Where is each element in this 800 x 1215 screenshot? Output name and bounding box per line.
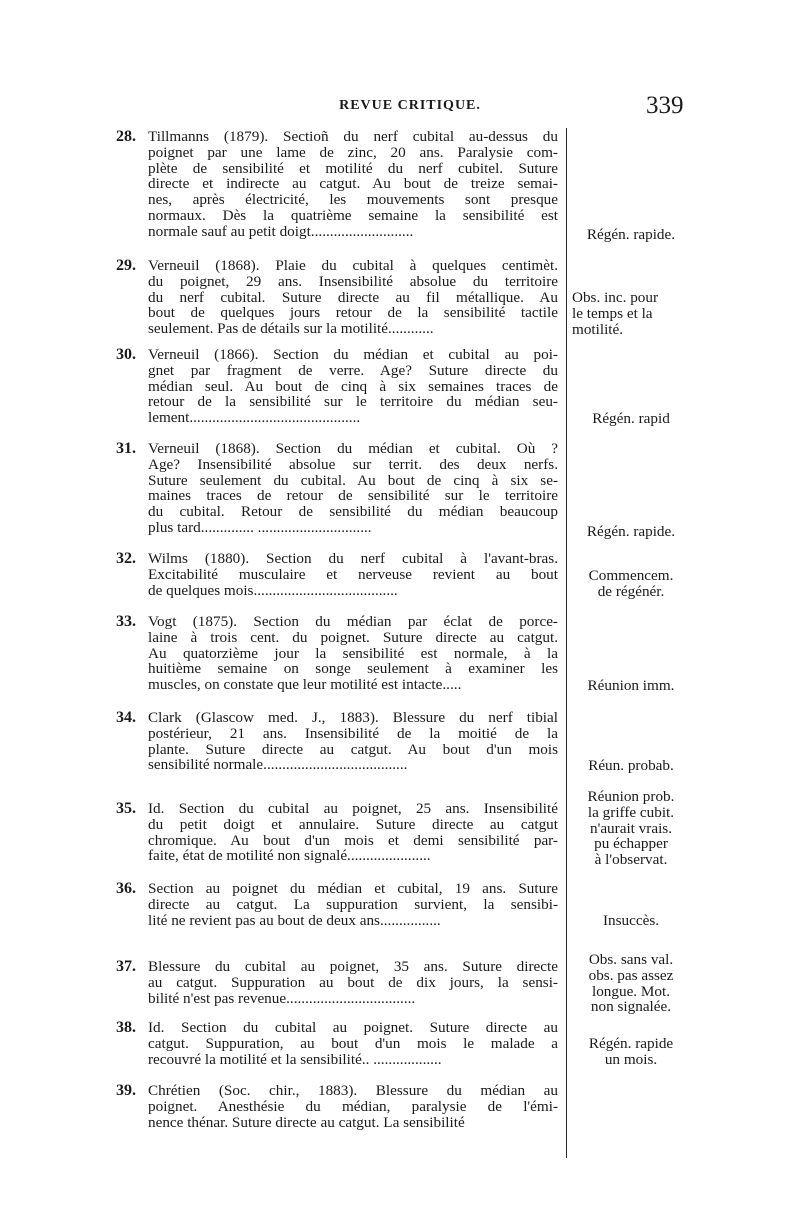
margin-note bbox=[572, 678, 690, 694]
running-title: REVUE CRITIQUE. bbox=[339, 98, 481, 113]
case-number: 34. bbox=[116, 709, 136, 726]
case-text bbox=[148, 347, 558, 426]
margin-note-line: pu échapper bbox=[594, 835, 668, 853]
case-text-line: Blessure du cubital au poignet, 35 ans. Suture directe bbox=[148, 959, 558, 975]
margin-note-line: motilité. bbox=[572, 320, 624, 338]
case-text-line: postérieur, 21 ans. Insensibilité de la moitié de la bbox=[148, 725, 558, 742]
case-text-line: Section au poignet du médian et cubital, 19 ans. Suture bbox=[148, 881, 558, 897]
margin-note-line: Régén. rapid bbox=[592, 410, 670, 427]
case-text-line: plète de sensibilité et motilité du nerf cubitel. Suture bbox=[148, 160, 558, 177]
case-text-line: seulement. Pas de détails sur la motilité............ bbox=[148, 321, 434, 337]
case-text-line: Id. Section du cubital au poignet, 25 ans. Insensibilité bbox=[148, 801, 558, 817]
case-text-line: au catgut. Suppuration au bout de dix jours, la sensi- bbox=[148, 974, 558, 991]
case-text-line: médian seul. Au bout de cinq à six semaines traces de bbox=[148, 378, 558, 395]
case-text-line: plante. Suture directe au catgut. Au bout d'un mois bbox=[148, 741, 558, 758]
case-text-line: Suture seulement du cubital. Au bout de cinq à six se- bbox=[148, 472, 558, 489]
case-text-line: muscles, on constate que leur motilité est intacte..... bbox=[148, 677, 462, 693]
case-text-line: poignet par une lame de zinc, 20 ans. Paralysie com- bbox=[148, 144, 558, 161]
margin-note bbox=[572, 758, 690, 774]
margin-note-line: Régén. rapide. bbox=[586, 226, 676, 243]
case-text-line: du poignet, 29 ans. Insensibilité absolue du territoire bbox=[148, 273, 558, 290]
case-text bbox=[148, 551, 558, 598]
case-text-line: Verneuil (1868). Plaie du cubital à quelques centimèt. bbox=[148, 258, 558, 274]
case-text-line: plus tard.............. .............................. bbox=[148, 519, 372, 536]
case-text bbox=[148, 1083, 558, 1130]
case-number: 37. bbox=[116, 958, 136, 975]
case-text-line: du cubital. Retour de sensibilité du médian beaucoup bbox=[148, 504, 558, 520]
margin-note-line: Obs. inc. pour bbox=[572, 289, 659, 306]
case-number: 38. bbox=[116, 1019, 136, 1036]
margin-note-line: un mois. bbox=[604, 1050, 658, 1068]
margin-note bbox=[572, 524, 690, 540]
case-text-line: du petit doigt et annulaire. Suture directe au catgut bbox=[148, 816, 558, 833]
margin-note bbox=[572, 290, 690, 337]
margin-note bbox=[572, 227, 690, 243]
case-text bbox=[148, 881, 558, 928]
margin-note-line: longue. Mot. bbox=[591, 982, 671, 1000]
case-text-line: poignet. Anesthésie du médian, paralysie de l'émi- bbox=[148, 1098, 558, 1115]
case-text-line: nence thénar. Suture directe au catgut. La sensibilité bbox=[148, 1114, 465, 1131]
case-number: 30. bbox=[116, 346, 136, 363]
case-number: 31. bbox=[116, 440, 136, 457]
case-text-line: faite, état de motilité non signalé...................... bbox=[148, 848, 431, 865]
case-text bbox=[148, 258, 558, 337]
page-number: 339 bbox=[646, 92, 684, 119]
case-number: 33. bbox=[116, 613, 136, 630]
case-text-line: retour de la sensibilité sur le territoire du médian seu- bbox=[148, 394, 558, 411]
case-number: 32. bbox=[116, 550, 136, 567]
margin-note-line: Régén. rapide bbox=[588, 1035, 674, 1052]
case-number: 39. bbox=[116, 1082, 136, 1099]
margin-note bbox=[572, 952, 690, 1015]
case-text-line: bilité n'est pas revenue.................................. bbox=[148, 990, 416, 1007]
case-text-line: lité ne revient pas au bout de deux ans................ bbox=[148, 912, 441, 929]
case-text-line: chromique. Au bout d'un mois et demi sensibilité par- bbox=[148, 832, 558, 849]
case-text-line: sensibilité normale...................................... bbox=[148, 757, 408, 774]
case-text-line: maines traces de retour de sensibilité sur le territoire bbox=[148, 488, 558, 505]
margin-note-line: Réunion imm. bbox=[587, 677, 675, 694]
case-text-line: Verneuil (1866). Section du médian et cubital au poi- bbox=[148, 347, 558, 363]
case-text bbox=[148, 441, 558, 536]
case-text-line: gnet par fragment de verre. Age? Suture directe du bbox=[148, 362, 558, 379]
margin-note-line: Obs. sans val. bbox=[588, 951, 674, 968]
case-number: 35. bbox=[116, 800, 136, 817]
case-text-line: Wilms (1880). Section du nerf cubital à l'avant-bras. bbox=[148, 551, 558, 567]
margin-note-line: le temps et la bbox=[572, 304, 653, 322]
margin-note-line: Réun. probab. bbox=[588, 757, 674, 774]
case-text-line: Vogt (1875). Section du médian par éclat de porce- bbox=[148, 614, 558, 630]
margin-note bbox=[572, 1036, 690, 1068]
margin-note-line: obs. pas assez bbox=[588, 966, 674, 984]
margin-note-line: non signalée. bbox=[590, 998, 672, 1016]
margin-note-line: Insuccès. bbox=[602, 912, 660, 929]
margin-note-line: Régén. rapide. bbox=[586, 523, 676, 540]
margin-note-line: n'aurait vrais. bbox=[589, 819, 673, 837]
margin-note bbox=[572, 411, 690, 427]
case-text bbox=[148, 1020, 558, 1067]
margin-note bbox=[572, 789, 690, 868]
case-text-line: normaux. Dès la quatrième semaine la sensibilité est bbox=[148, 207, 558, 224]
case-text-line: du nerf cubital. Suture directe au fil métallique. Au bbox=[148, 289, 558, 306]
case-text-line: Chrétien (Soc. chir., 1883). Blessure du médian au bbox=[148, 1083, 558, 1099]
margin-note bbox=[572, 913, 690, 929]
margin-note-line: à l'observat. bbox=[594, 851, 668, 869]
case-text-line: Clark (Glascow med. J., 1883). Blessure du nerf tibial bbox=[148, 710, 558, 726]
margin-note-line: la griffe cubit. bbox=[587, 803, 675, 821]
case-text-line: nes, après électricité, les mouvements sont presque bbox=[148, 192, 558, 208]
case-text bbox=[148, 614, 558, 693]
margin-note bbox=[572, 568, 690, 600]
margin-note-line: Réunion prob. bbox=[587, 788, 675, 805]
case-text-line: Verneuil (1868). Section du médian et cubital. Où ? bbox=[148, 441, 558, 457]
case-text bbox=[148, 801, 558, 864]
case-number: 29. bbox=[116, 257, 136, 274]
case-text bbox=[148, 710, 558, 773]
column-divider bbox=[566, 128, 567, 1158]
case-text-line: de quelques mois...................................... bbox=[148, 582, 398, 599]
margin-note-line: de régénér. bbox=[597, 582, 665, 600]
case-number: 36. bbox=[116, 880, 136, 897]
case-text-line: directe au catgut. La suppuration survient, la sensibi- bbox=[148, 896, 558, 913]
case-text-line: Id. Section du cubital au poignet. Suture directe au bbox=[148, 1020, 558, 1036]
margin-note-line: Commencem. bbox=[588, 567, 674, 584]
case-text-line: huitième semaine on songe seulement à examiner les bbox=[148, 661, 558, 678]
case-text-line: catgut. Suppuration, au bout d'un mois le malade a bbox=[148, 1035, 558, 1052]
case-text-line: Age? Insensibilité absolue sur territ. des deux nerfs. bbox=[148, 456, 558, 473]
case-text-line: recouvré la motilité et la sensibilité.. .................. bbox=[148, 1051, 442, 1068]
case-text bbox=[148, 129, 558, 240]
case-text-line: Au quatorzième jour la sensibilité est normale, à la bbox=[148, 645, 558, 662]
case-text-line: Excitabilité musculaire et nerveuse revient au bout bbox=[148, 566, 558, 583]
case-number: 28. bbox=[116, 128, 136, 145]
case-text bbox=[148, 959, 558, 1006]
case-text-line: Tillmanns (1879). Sectioñ du nerf cubital au-dessus du bbox=[148, 129, 558, 145]
case-text-line: laine à trois cent. du poignet. Suture directe au catgut. bbox=[148, 629, 558, 646]
case-text-line: bout de quelques jours retour de la sensibilité tactile bbox=[148, 305, 558, 322]
case-text-line: normale sauf au petit doigt........................... bbox=[148, 223, 414, 240]
case-text-line: lement............................................. bbox=[148, 410, 361, 426]
case-text-line: directe et indirecte au catgut. Au bout de treize semai- bbox=[148, 176, 558, 193]
running-head bbox=[0, 92, 800, 122]
